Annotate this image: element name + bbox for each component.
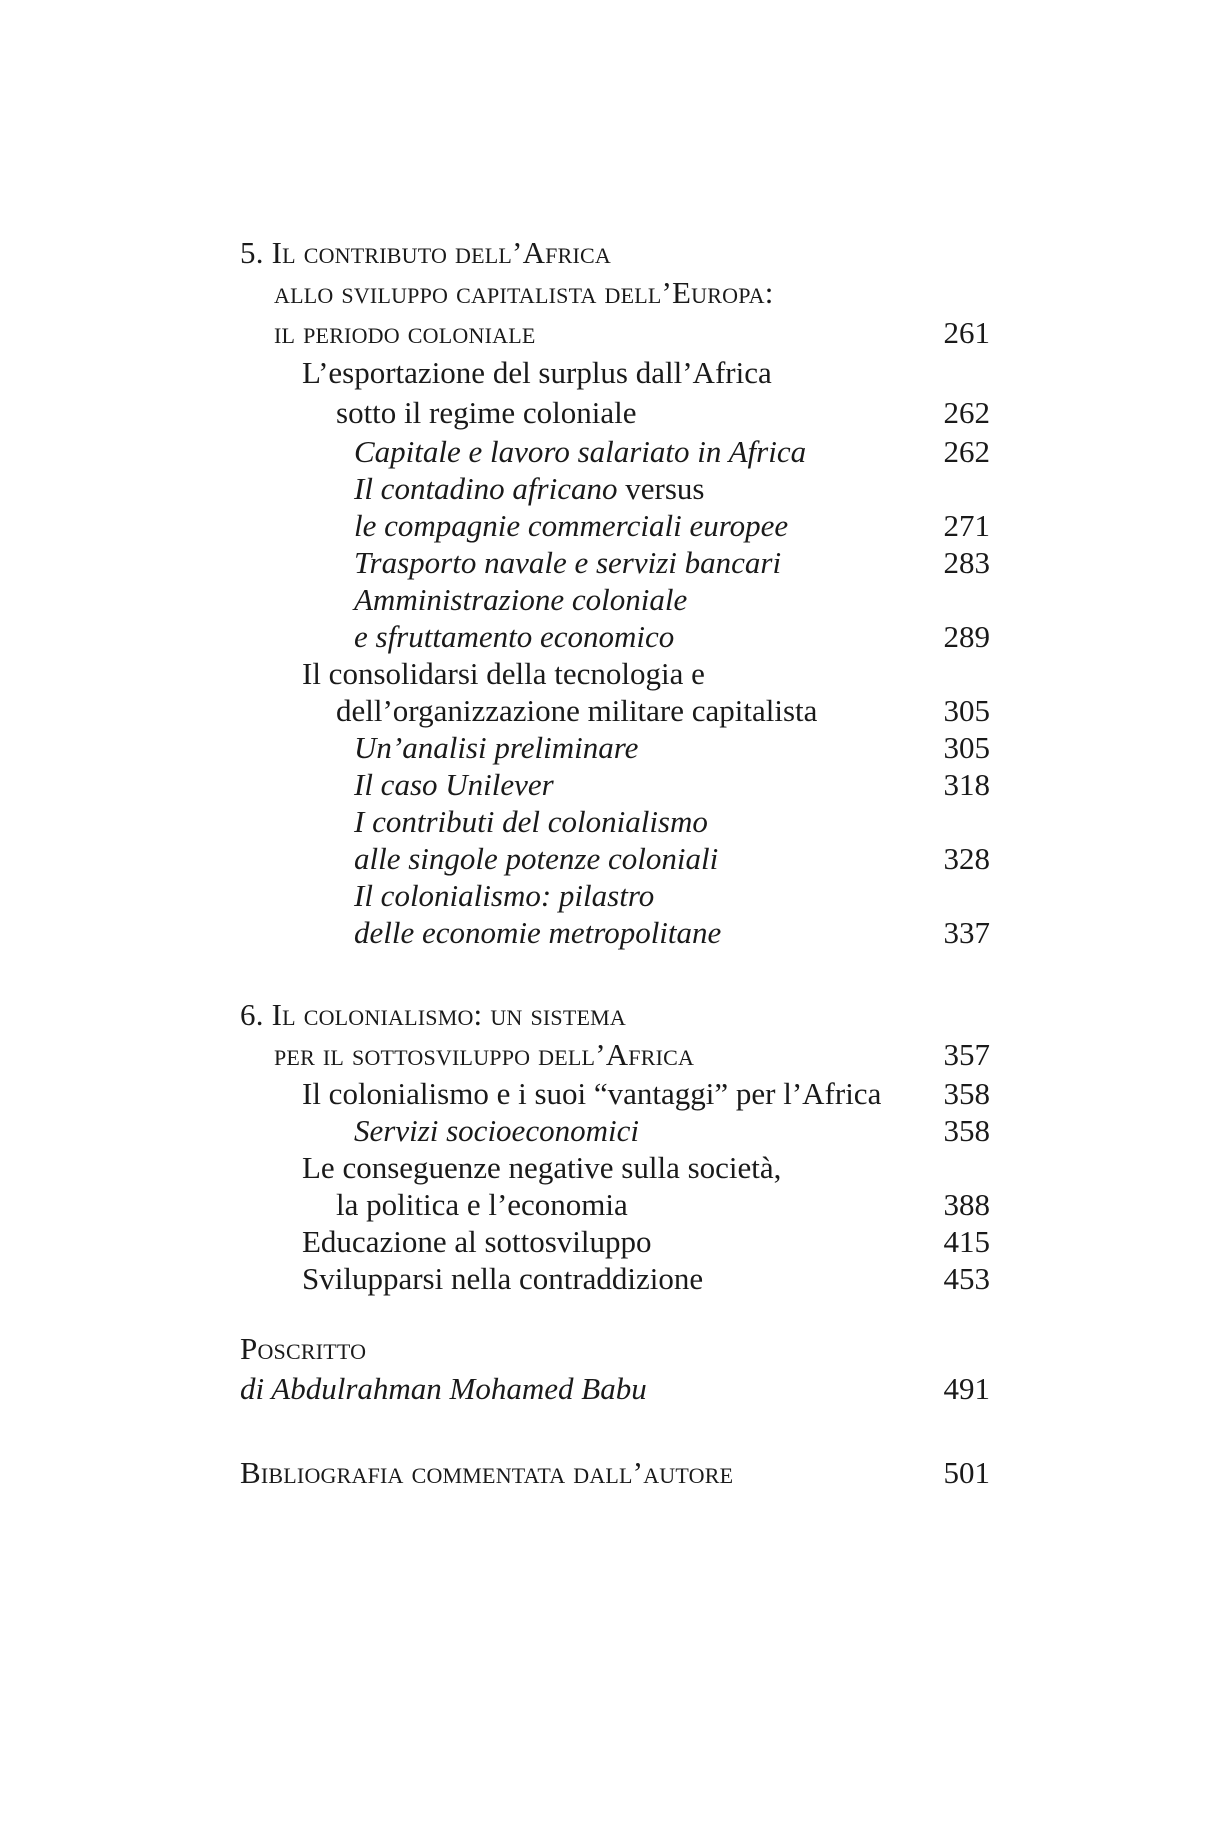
subsection-entry: [240, 470, 990, 507]
chapter-spacer: [240, 1297, 990, 1329]
subsection-entry: [240, 544, 990, 581]
chapter-5-title-line-3: il periodo coloniale: [274, 315, 536, 350]
subsection-title-roman: versus: [617, 471, 705, 506]
section-title: Educazione al sottosviluppo: [302, 1224, 652, 1259]
section-title-line-2: sotto il regime coloniale: [336, 395, 637, 430]
chapter-6-title-line-2: per il sottosviluppo dell’Africa: [274, 1037, 695, 1072]
subsection-page-number: 358: [943, 1113, 990, 1148]
chapter-6-title-line-1: 6. Il colonialismo: un sistema: [240, 997, 626, 1032]
subsection-title-line-2: alle singole potenze coloniali: [354, 841, 719, 876]
subsection-title: Il colonialismo: pilastro: [354, 878, 655, 913]
bibliography-heading: [240, 1453, 990, 1493]
section-entry: [240, 692, 990, 729]
subsection-entry: [240, 877, 990, 914]
chapter-5-title-line-2: allo sviluppo capitalista dell’Europa:: [274, 275, 774, 310]
section-entry: [240, 1149, 990, 1186]
section-page-number: 358: [943, 1076, 990, 1111]
subsection-title: Capitale e lavoro salariato in Africa: [354, 434, 807, 469]
section-title-line-1: Le conseguenze negative sulla società,: [302, 1150, 782, 1185]
section-page-number: 415: [943, 1224, 990, 1259]
subsection-entry: [240, 581, 990, 618]
section-title-line-2: la politica e l’economia: [336, 1187, 628, 1222]
section-page-number: 388: [943, 1187, 990, 1222]
chapter-6-heading: [240, 995, 990, 1035]
subsection-page-number: 289: [943, 619, 990, 654]
chapter-6-page-number: 357: [943, 1037, 990, 1072]
chapter-5-title-line-1: 5. Il contributo dell’Africa: [240, 235, 611, 270]
section-title-line-2: dell’organizzazione militare capitalista: [336, 693, 818, 728]
postscript-page-number: 491: [943, 1371, 990, 1406]
section-entry: [240, 1260, 990, 1297]
section-entry: [240, 353, 990, 393]
subsection-entry: [240, 840, 990, 877]
subsection-page-number: 271: [943, 508, 990, 543]
bibliography-page-number: 501: [943, 1455, 990, 1490]
subsection-page-number: 262: [943, 434, 990, 469]
section-title-line-1: Il consolidarsi della tecnologia e: [302, 656, 705, 691]
postscript-title: Poscritto: [240, 1331, 367, 1366]
subsection-title: Amministrazione coloniale: [354, 582, 688, 617]
subsection-entry: [240, 766, 990, 803]
section-title: Svilupparsi nella contraddizione: [302, 1261, 704, 1296]
chapter-5-heading: [240, 233, 990, 273]
section-entry: [240, 655, 990, 692]
subsection-title: I contributi del colonialismo: [354, 804, 708, 839]
subsection-title: Servizi socioeconomici: [354, 1113, 639, 1148]
subsection-entry: [240, 618, 990, 655]
subsection-entry: [240, 507, 990, 544]
subsection-entry: [240, 433, 990, 470]
section-entry: [240, 1075, 990, 1112]
section-entry: [240, 393, 990, 433]
chapter-6-heading: [240, 1035, 990, 1075]
subsection-title-line-2: e sfruttamento economico: [354, 619, 675, 654]
subsection-entry: [240, 1112, 990, 1149]
section-page-number: 453: [943, 1261, 990, 1296]
bibliography-title: Bibliografia commentata dall’autore: [240, 1455, 734, 1490]
chapter-spacer: [240, 1409, 990, 1453]
subsection-title-italic: Il contadino africano: [354, 471, 618, 506]
subsection-entry: [240, 803, 990, 840]
subsection-title: Un’analisi preliminare: [354, 730, 639, 765]
subsection-page-number: 337: [943, 915, 990, 950]
section-page-number: 305: [943, 693, 990, 728]
chapter-5-heading: [240, 273, 990, 313]
section-entry: [240, 1186, 990, 1223]
subsection-page-number: 328: [943, 841, 990, 876]
subsection-entry: [240, 914, 990, 951]
subsection-page-number: 318: [943, 767, 990, 802]
section-title-line-1: L’esportazione del surplus dall’Africa: [302, 355, 772, 390]
chapter-spacer: [240, 951, 990, 995]
chapter-5-page-number: 261: [943, 315, 990, 350]
postscript-author: di Abdulrahman Mohamed Babu: [240, 1371, 647, 1406]
subsection-page-number: 283: [943, 545, 990, 580]
postscript-heading: [240, 1329, 990, 1369]
subsection-entry: [240, 729, 990, 766]
postscript-heading: [240, 1369, 990, 1409]
chapter-5-heading: [240, 313, 990, 353]
table-of-contents: [240, 233, 990, 1493]
subsection-title: Trasporto navale e servizi bancari: [354, 545, 782, 580]
section-entry: [240, 1223, 990, 1260]
subsection-title-line-2: le compagnie commerciali europee: [354, 508, 789, 543]
section-page-number: 262: [943, 395, 990, 430]
section-title: Il colonialismo e i suoi “vantaggi” per l’Africa: [302, 1076, 882, 1111]
subsection-title: Il caso Unilever: [354, 767, 554, 802]
subsection-title-line-2: delle economie metropolitane: [354, 915, 722, 950]
subsection-page-number: 305: [943, 730, 990, 765]
